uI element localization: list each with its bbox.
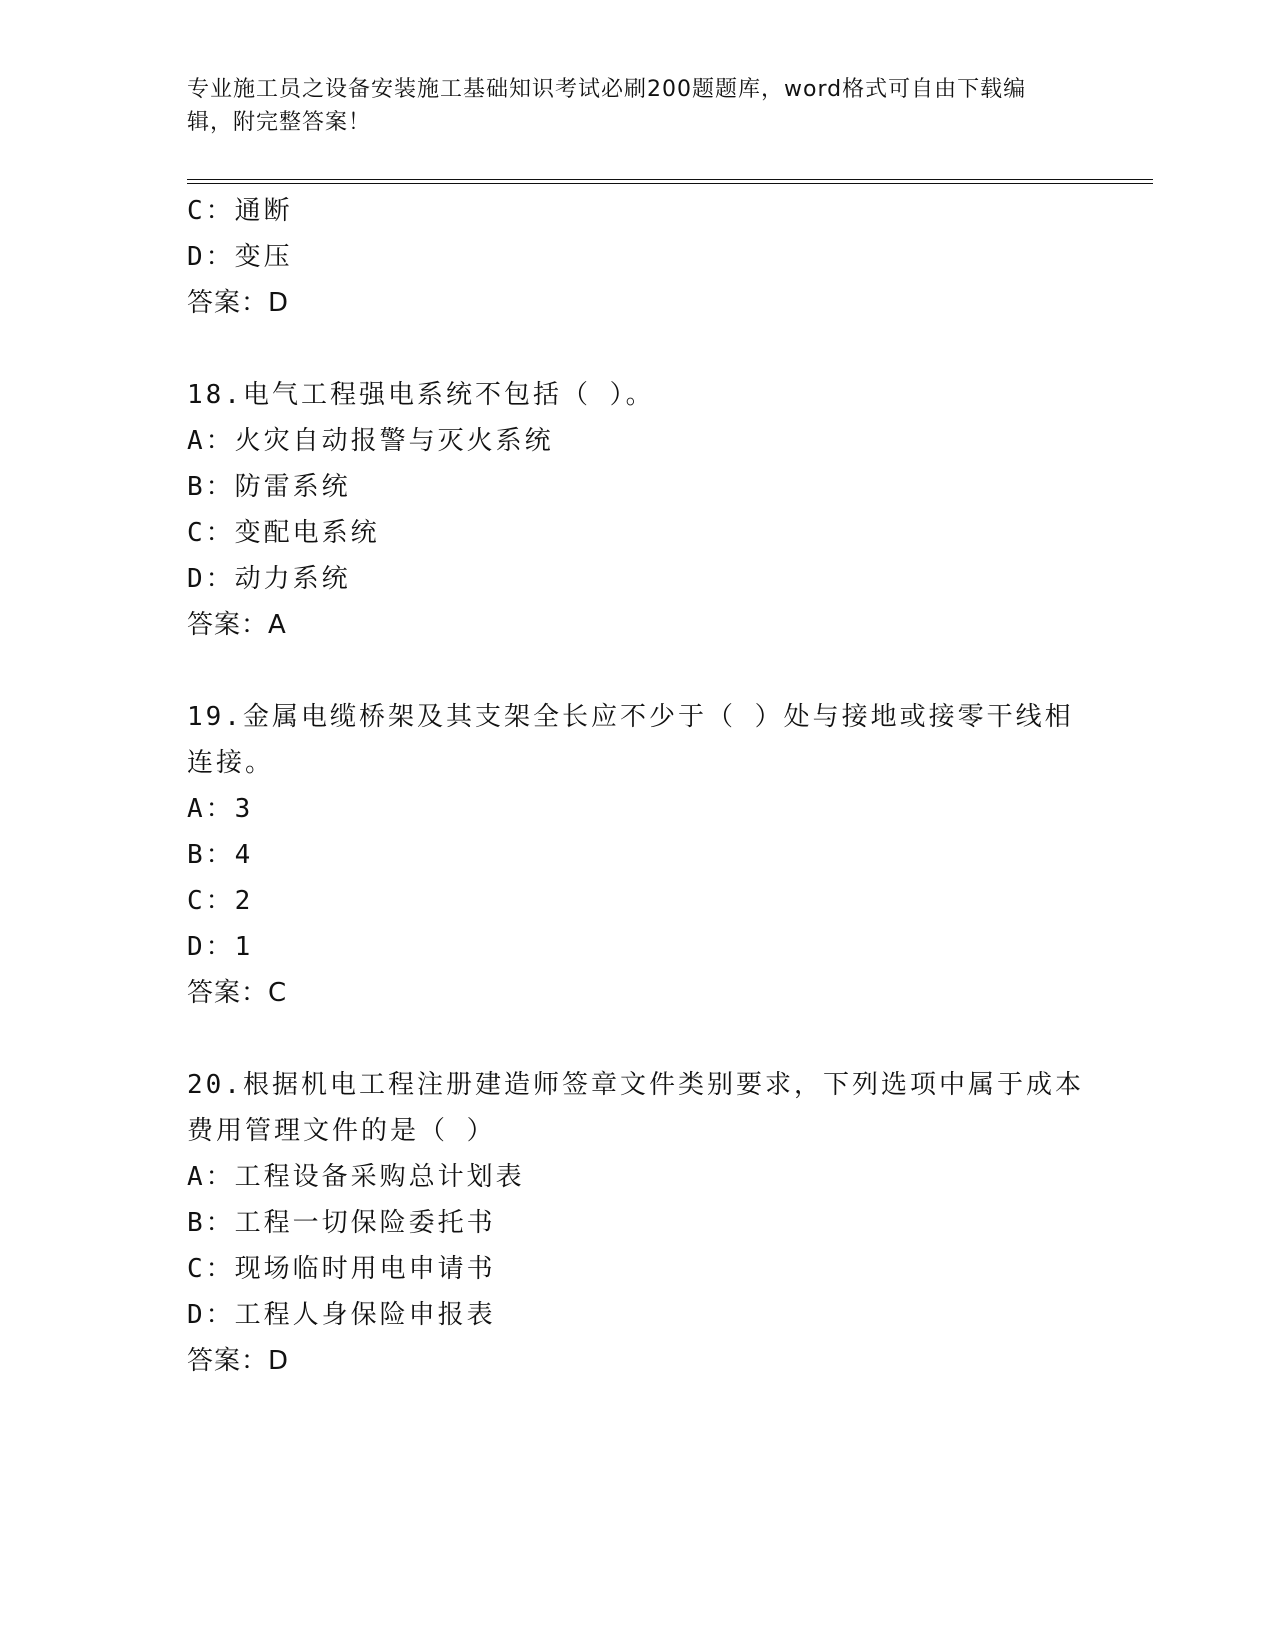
option-c: C：2 — [187, 886, 254, 916]
option-c: C：现场临时用电申请书 — [187, 1254, 496, 1284]
spacer — [187, 1016, 1087, 1062]
header-rule-bottom — [187, 183, 1153, 184]
option-b: B：防雷系统 — [187, 472, 351, 502]
option-b: B：4 — [187, 840, 254, 870]
spacer — [187, 648, 1087, 694]
question-text: 20.根据机电工程注册建造师签章文件类别要求，下列选项中属于成本费用管理文件的是（ ） — [187, 1070, 1084, 1146]
answer-line: 答案：D — [187, 1346, 290, 1376]
document-title: 专业施工员之设备安装施工基础知识考试必刷200题题库，word格式可自由下载编辑，附完整答案！ — [187, 77, 1027, 135]
option-a: A：火灾自动报警与灭火系统 — [187, 426, 554, 456]
question-list — [187, 188, 1087, 1384]
option-d: D：1 — [187, 932, 254, 962]
option-a: A：3 — [187, 794, 254, 824]
answer-line: 答案：C — [187, 978, 288, 1008]
option-d: D：动力系统 — [187, 564, 351, 594]
option-b: B：工程一切保险委托书 — [187, 1208, 496, 1238]
option-c: C：通断 — [187, 196, 293, 226]
answer-line: 答案：D — [187, 288, 290, 318]
question-text: 18.电气工程强电系统不包括（ ）。 — [187, 380, 655, 410]
option-a: A：工程设备采购总计划表 — [187, 1162, 525, 1192]
spacer — [187, 326, 1087, 372]
option-c: C：变配电系统 — [187, 518, 380, 548]
question-text: 19.金属电缆桥架及其支架全长应不少于（ ）处与接地或接零干线相连接。 — [187, 702, 1074, 778]
answer-line: 答案：A — [187, 610, 287, 640]
header-rule-top — [187, 179, 1153, 180]
option-d: D：变压 — [187, 242, 293, 272]
option-d: D：工程人身保险申报表 — [187, 1300, 496, 1330]
